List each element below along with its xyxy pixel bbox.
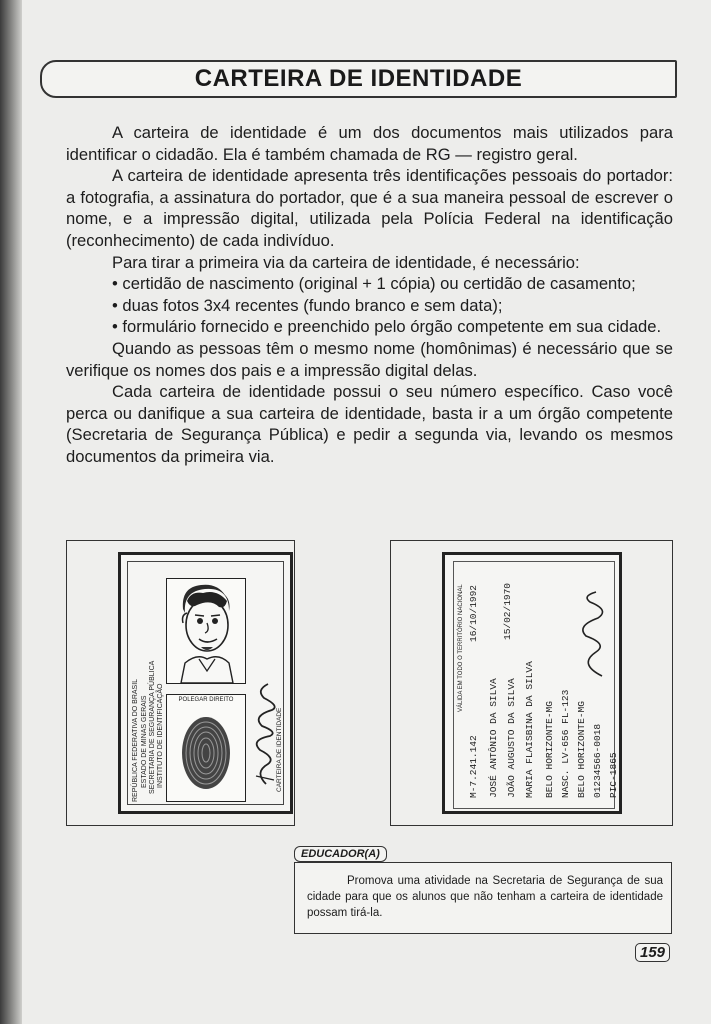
id-back-certidao: NASC. LV-656 FL-123 bbox=[560, 689, 571, 798]
id-card-back-inner bbox=[453, 561, 619, 809]
id-front-state: ESTADO DE MINAS GERAIS bbox=[141, 695, 148, 788]
educator-label: EDUCADOR(A) bbox=[294, 846, 387, 862]
id-back-pai: JOÃO AUGUSTO DA SILVA bbox=[506, 678, 517, 798]
educator-text: Promova uma atividade na Secretaria de Segurança de sua cidade para que os alunos que não tenham a carteira de identidade possam tirá-la. bbox=[307, 875, 663, 919]
id-back-nome: JOSÉ ANTÔNIO DA SILVA bbox=[488, 678, 499, 798]
id-card-front bbox=[118, 552, 293, 814]
title-banner bbox=[40, 60, 677, 98]
page-title: CARTEIRA DE IDENTIDADE bbox=[194, 65, 523, 92]
paragraph-second-copy: Cada carteira de identidade possui o seu número específico. Caso você perca ou danifique a sua carteira de identidade, basta ir a um órgão competente (Secretaria de Segurança Pública) e pedir a segunda via, levando os mesmos documentos da primeira via. bbox=[66, 382, 673, 466]
id-front-side-label: CARTEIRA DE IDENTIDADE bbox=[276, 707, 283, 792]
id-front-secretariat: SECRETARIA DE SEGURANÇA PÚBLICA bbox=[149, 660, 156, 794]
book-page bbox=[22, 0, 711, 1024]
official-signature-icon bbox=[572, 590, 612, 680]
book-gutter bbox=[0, 0, 22, 1024]
id-back-naturalidade: BELO HORIZONTE-MG bbox=[544, 701, 555, 798]
id-card-front-inner bbox=[127, 561, 284, 805]
id-front-institute: INSTITUTO DE IDENTIFICAÇÃO bbox=[157, 683, 164, 788]
body-text bbox=[66, 122, 673, 468]
list-item-photos: • duas fotos 3x4 recentes (fundo branco e sem data); bbox=[112, 295, 503, 315]
educator-note bbox=[294, 862, 672, 934]
cartoon-face-icon bbox=[167, 579, 245, 683]
paragraph-homonyms: Quando as pessoas têm o mesmo nome (homônimas) é necessário que se verifique os nomes dos pais e a impressão digital delas. bbox=[66, 338, 673, 380]
paragraph-requirements: Para tirar a primeira via da carteira de identidade, é necessário: bbox=[112, 252, 580, 272]
list-item-form: • formulário fornecido e preenchido pelo órgão competente em sua cidade. bbox=[112, 317, 662, 337]
page-number: 159 bbox=[635, 943, 670, 962]
paragraph-identifications: A carteira de identidade apresenta três identificações pessoais do portador: a fotografia, a assinatura do portador, que é a sua maneira pessoal de escrever o nome, e a impressão digital, utilizada pela Polícia Federal na identificação (reconhecimento) de cada indivíduo. bbox=[66, 166, 673, 250]
id-card-back bbox=[442, 552, 622, 814]
id-back-mae: MARIA FLAISBINA DA SILVA bbox=[524, 661, 535, 798]
id-back-cartorio: BELO HORIZONTE-MG bbox=[576, 701, 587, 798]
id-card-illustrations bbox=[66, 540, 673, 826]
paragraph-intro: A carteira de identidade é um dos documentos mais utilizados para identificar o cidadão. Ela é também chamada de RG — registro geral. bbox=[66, 123, 673, 164]
thumbprint-box bbox=[166, 694, 246, 802]
id-back-registro: M-7.241.142 bbox=[468, 735, 479, 798]
fingerprint-icon bbox=[167, 695, 245, 801]
thumbprint-label: POLEGAR DIREITO bbox=[178, 697, 234, 703]
id-back-nascimento: 15/02/1970 bbox=[502, 582, 513, 640]
id-photo bbox=[166, 578, 246, 684]
id-front-country: REPÚBLICA FEDERATIVA DO BRASIL bbox=[132, 678, 139, 802]
list-item-birth-certificate: • certidão de nascimento (original + 1 cópia) ou certidão de casamento; bbox=[112, 274, 636, 294]
id-back-cpf: 01234566-0018 bbox=[592, 723, 603, 798]
id-back-header: VÁLIDA EM TODO O TERRITÓRIO NACIONAL bbox=[458, 584, 464, 712]
id-back-pis: PIC-1865 bbox=[608, 752, 619, 798]
id-back-expedicao: 16/10/1992 bbox=[468, 584, 479, 642]
